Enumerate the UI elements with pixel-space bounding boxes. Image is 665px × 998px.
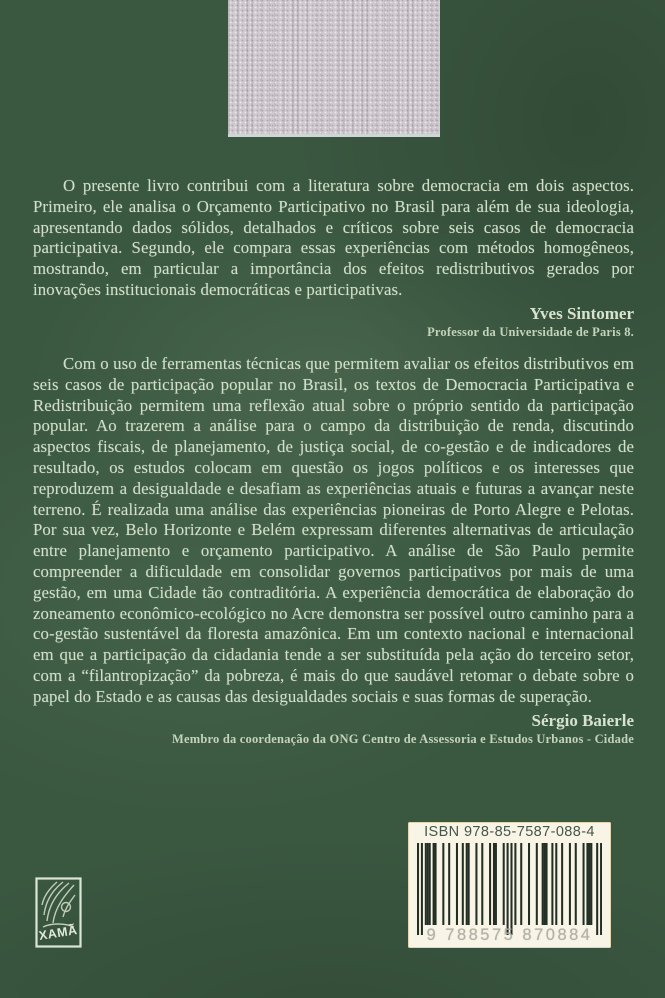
review-block-2 bbox=[33, 354, 634, 748]
review-text-2: Com o uso de ferramentas técnicas que permitem avaliar os efeitos distributivos em seis casos de participação popular no Brasil, os textos de Democracia Participativa e Redistribuição permitem uma reflexão atual sobre o próprio sentido da participação popular. Ao trazerem a análise para o campo da distribuição de renda, discutindo aspectos fiscais, de planejamento, de justiça social, de co-gestão e de indicadores de resultado, os estudos colocam em questão os jogos políticos e os interesses que reproduzem a desigualdade e desafiam as experiências atuais e futuras a avançar neste terreno. É realizada uma análise das experiências pioneiras de Porto Alegre e Pelotas. Por sua vez, Belo Horizonte e Belém expressam diferentes alternativas de articulação entre planejamento e orçamento participativo. A análise de São Paulo permite compreender a dificuldade em consolidar governos participativos por mais de uma gestão, em uma Cidade tão contraditória. A experiência democrática de elaboração do zoneamento econômico-ecológico no Acre demonstra ser possível outro caminho para a co-gestão sustentável da floresta amazônica. Em um contexto nacional e internacional em que a participação da cidadania tende a ser substituída pela ação do terceiro setor, com a “filantropização” da pobreza, é mais do que saudável retomar o debate sobre o papel do Estado e as causas das desigualdades sociais e suas formas de superação. bbox=[33, 354, 634, 706]
reviewer-title-1: Professor da Universidade de Paris 8. bbox=[427, 324, 634, 339]
reviewer-title-2: Membro da coordenação da ONG Centro de Assessoria e Estudos Urbanos - Cidade bbox=[172, 731, 634, 746]
publisher-logo bbox=[35, 877, 82, 948]
barcode bbox=[417, 843, 602, 935]
shaman-icon bbox=[35, 877, 82, 948]
review-text-1: O presente livro contribui com a literatura sobre democracia em dois aspectos. Primeiro, ele analisa o Orçamento Participativo no Brasil para além de sua ideologia, apresentando dados sólidos, detalhados e críticos sobre seis casos de democracia participativa. Segundo, ele compara essas experiências com métodos homogêneos, mostrando, em particular a importância dos efeitos redistributivos gerados por inovações institucionais democráticas e participativas. bbox=[33, 176, 634, 299]
reviewer-signature-2 bbox=[33, 710, 634, 748]
publisher-logo-text: XAMÃ bbox=[37, 923, 79, 943]
isbn-label: ISBN 978-85-7587-088-4 bbox=[424, 824, 595, 840]
review-block-1 bbox=[33, 176, 634, 341]
barcode-panel bbox=[408, 822, 611, 948]
reviewer-name-2: Sérgio Baierle bbox=[531, 710, 634, 730]
reviewer-signature-1 bbox=[33, 303, 634, 341]
barcode-digits: 9 788575 870884 bbox=[426, 926, 593, 944]
fabric-swatch bbox=[228, 0, 440, 137]
reviewer-name-1: Yves Sintomer bbox=[529, 303, 634, 323]
